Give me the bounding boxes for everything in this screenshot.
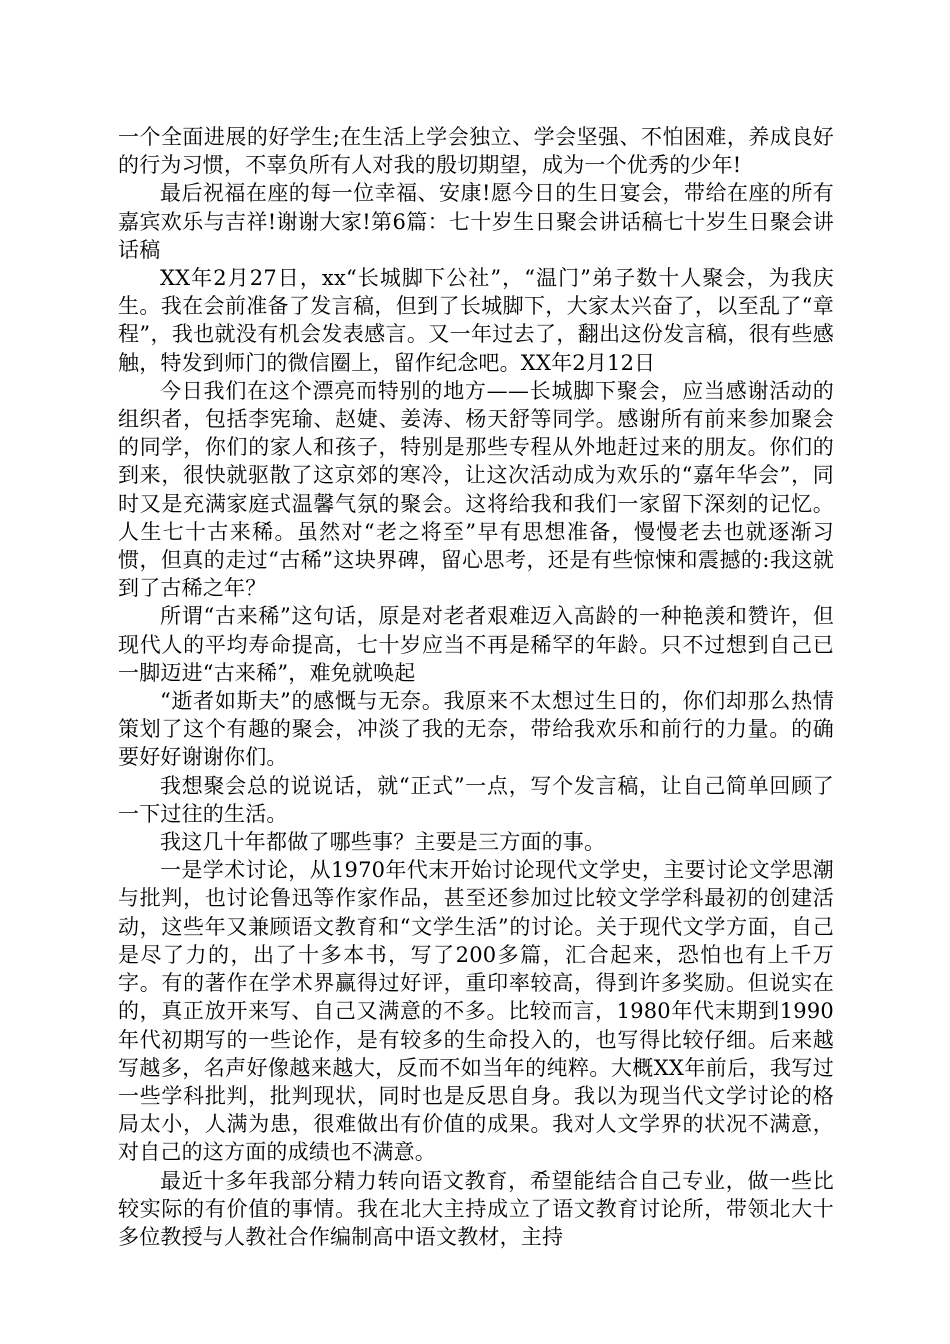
paragraph-2: 最后祝福在座的每一位幸福、安康!愿今日的生日宴会，带给在座的所有嘉宾欢乐与吉祥!谢谢大家!第6篇：七十岁生日聚会讲话稿七十岁生日聚会讲话稿 [118, 181, 834, 262]
document-body [118, 123, 834, 1251]
paragraph-7: 我想聚会总的说说话，就“正式”一点，写个发言稿，让自己简单回顾了一下过往的生活。 [118, 773, 834, 826]
paragraph-8: 我这几十年都做了哪些事？主要是三方面的事。 [160, 830, 606, 855]
paragraph-1: 一个全面进展的好学生;在生活上学会独立、学会坚强、不怕困难，养成良好的行为习惯，不辜负所有人对我的殷切期望，成为一个优秀的少年! [118, 125, 834, 178]
paragraph-3: XX年2月27日，xx“长城脚下公社”，“温门”弟子数十人聚会，为我庆生。我在会前准备了发言稿，但到了长城脚下，大家太兴奋了，以至乱了“章程”，我也就没有机会发表感言。又一年过去了，翻出这份发言稿，很有些感触，特发到师门的微信圈上，留作纪念吧。XX年2月12日 [118, 266, 834, 375]
paragraph-5: 所谓“古来稀”这句话，原是对老者艰难迈入高龄的一种艳羡和赞许，但现代人的平均寿命提高，七十岁应当不再是稀罕的年龄。只不过想到自己已一脚迈进“古来稀”，难免就唤起 [118, 604, 834, 685]
paragraph-9: 一是学术讨论，从1970年代末开始讨论现代文学史，主要讨论文学思潮与批判，也讨论鲁迅等作家作品，甚至还参加过比较文学学科最初的创建活动，这些年又兼顾语文教育和“文学生活”的讨论。关于现代文学方面，自己是尽了力的，出了十多本书，写了200多篇，汇合起来，恐怕也有上千万字。有的著作在学术界赢得过好评，重印率较高，得到许多奖励。但说实在的，真正放开来写、自己又满意的不多。比较而言，1980年代末期到1990年代初期写的一些论作，是有较多的生命投入的，也写得比较仔细。后来越写越多，名声好像越来越大，反而不如当年的纯粹。大概XX年前后，我写过一些学科批判，批判现状，同时也是反思自身。我以为现当代文学讨论的格局太小，人满为患，很难做出有价值的成果。我对人文学界的状况不满意，对自己的这方面的成绩也不满意。 [118, 858, 834, 1165]
paragraph-6: “逝者如斯夫”的感慨与无奈。我原来不太想过生日的，你们却那么热情策划了这个有趣的聚会，冲淡了我的无奈，带给我欢乐和前行的力量。的确要好好谢谢你们。 [118, 689, 834, 770]
paragraph-10: 最近十多年我部分精力转向语文教育，希望能结合自己专业，做一些比较实际的有价值的事情。我在北大主持成立了语文教育讨论所，带领北大十多位教授与人教社合作编制高中语文教材，主持 [118, 1168, 834, 1249]
paragraph-4: 今日我们在这个漂亮而特别的地方——长城脚下聚会，应当感谢活动的组织者，包括李宪瑜、赵婕、姜涛、杨天舒等同学。感谢所有前来参加聚会的同学，你们的家人和孩子，特别是那些专程从外地赶过来的朋友。你们的到来，很快就驱散了这京郊的寒冷，让这次活动成为欢乐的“嘉年华会”，同时又是充满家庭式温馨气氛的聚会。这将给我和我们一家留下深刻的记忆。人生七十古来稀。虽然对“老之将至”早有思想准备，慢慢老去也就逐渐习惯，但真的走过“古稀”这块界碑，留心思考，还是有些惊悚和震撼的:我这就到了古稀之年？ [118, 378, 834, 601]
